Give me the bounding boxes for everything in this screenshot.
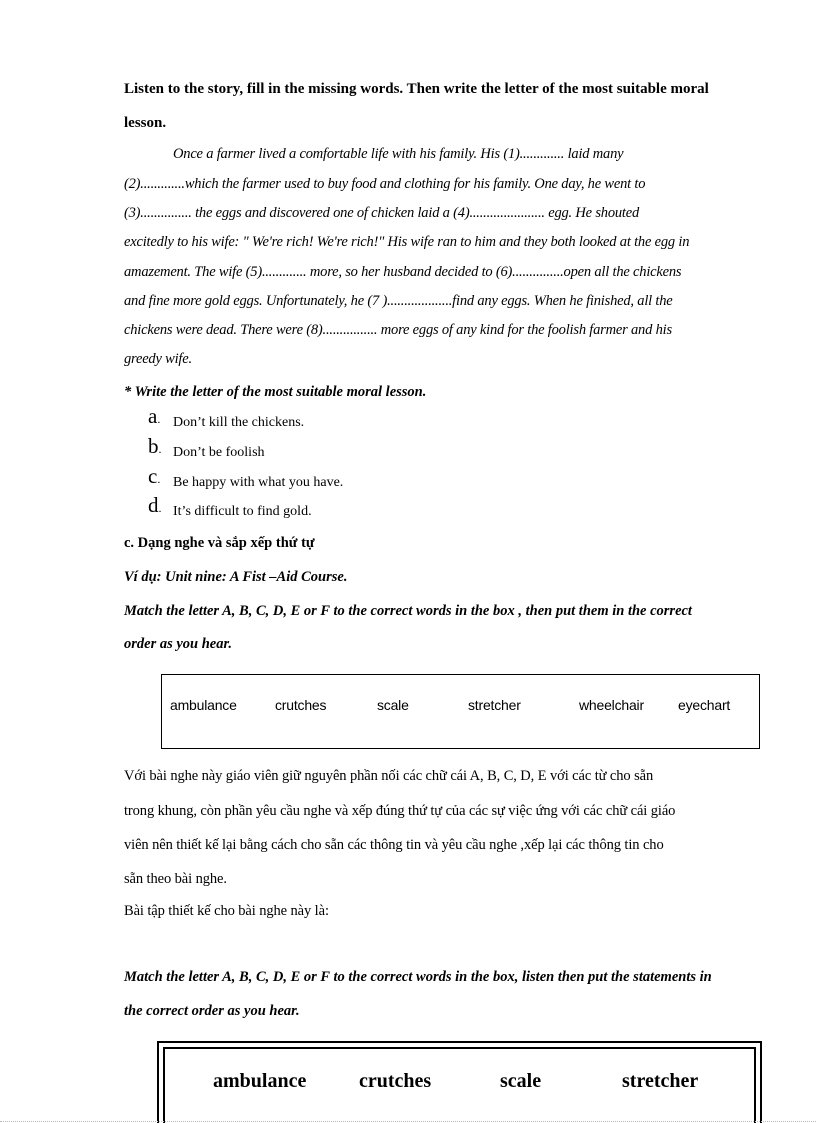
instruction-1-line-2: lesson.	[124, 115, 167, 131]
word-eyechart: eyechart	[678, 697, 731, 713]
word-scale-bold: scale	[500, 1070, 542, 1092]
vn-paragraph-line-3: viên nên thiết kế lại bằng cách cho sẵn các thông tin và yêu cầu nghe ,xếp lại các thông tin cho	[124, 837, 664, 853]
instruction-3-line-1: Match the letter A, B, C, D, E or F to the correct words in the box, listen then put the statements in	[124, 969, 712, 985]
example-line: Ví dụ: Unit nine: A Fist –Aid Course.	[124, 569, 348, 585]
word-box-2	[157, 1041, 762, 1123]
word-box-1	[161, 674, 760, 749]
word-ambulance-bold: ambulance	[213, 1070, 307, 1092]
word-scale: scale	[377, 697, 409, 713]
option-b-text: Don’t be foolish	[173, 445, 265, 460]
story-line-7: chickens were dead. There were (8)................ more eggs of any kind for the foolish farmer and his	[124, 322, 672, 338]
instruction-2-line-1: Match the letter A, B, C, D, E or F to the correct words in the box , then put them in the correct	[124, 603, 692, 619]
option-c-text: Be happy with what you have.	[173, 475, 344, 490]
story-line-1: Once a farmer lived a comfortable life with his family. His (1)............. laid many	[173, 146, 624, 162]
word-ambulance: ambulance	[170, 697, 237, 713]
section-c-heading: c. Dạng nghe và sắp xếp thứ tự	[124, 535, 315, 551]
option-d-text: It’s difficult to find gold.	[173, 504, 312, 519]
vn-paragraph-line-1: Với bài nghe này giáo viên giữ nguyên phần nối các chữ cái A, B, C, D, E với các từ cho sẵn	[124, 768, 654, 784]
option-b-letter: b.	[148, 434, 162, 458]
story-line-4: excitedly to his wife: " We're rich! We're rich!" His wife ran to him and they both looked at the egg in	[124, 234, 690, 250]
word-crutches-bold: crutches	[359, 1070, 432, 1092]
story-line-3: (3)............... the eggs and discovered one of chicken laid a (4)...................... egg. He shouted	[124, 205, 640, 221]
page-edge-divider	[0, 1121, 816, 1122]
word-stretcher-bold: stretcher	[622, 1070, 699, 1092]
story-line-2: (2).............which the farmer used to buy food and clothing for his family. One day, he went to	[124, 176, 646, 192]
vn-paragraph-line-5: Bài tập thiết kế cho bài nghe này là:	[124, 903, 329, 919]
instruction-1-line-1: Listen to the story, fill in the missing words. Then write the letter of the most suitable moral	[124, 81, 709, 97]
option-d-letter: d.	[148, 493, 162, 517]
story-line-8: greedy wife.	[124, 351, 192, 367]
option-c-letter: c.	[148, 464, 161, 488]
story-line-5: amazement. The wife (5)............. more, so her husband decided to (6)...............open all the chickens	[124, 264, 682, 280]
instruction-2-line-2: order as you hear.	[124, 636, 232, 652]
story-line-6: and fine more gold eggs. Unfortunately, he (7 )...................find any eggs. When he finished, all the	[124, 293, 673, 309]
vn-paragraph-line-4: sẵn theo bài nghe.	[124, 871, 227, 887]
option-a-letter: a.	[148, 404, 161, 428]
word-wheelchair: wheelchair	[579, 697, 644, 713]
word-stretcher: stretcher	[468, 697, 521, 713]
word-crutches: crutches	[275, 697, 327, 713]
option-a-text: Don’t kill the chickens.	[173, 415, 305, 430]
moral-heading: * Write the letter of the most suitable moral lesson.	[124, 384, 427, 400]
instruction-3-line-2: the correct order as you hear.	[124, 1003, 300, 1019]
vn-paragraph-line-2: trong khung, còn phần yêu cầu nghe và xếp đúng thứ tự của các sự việc ứng với các chữ cái giáo	[124, 803, 676, 819]
